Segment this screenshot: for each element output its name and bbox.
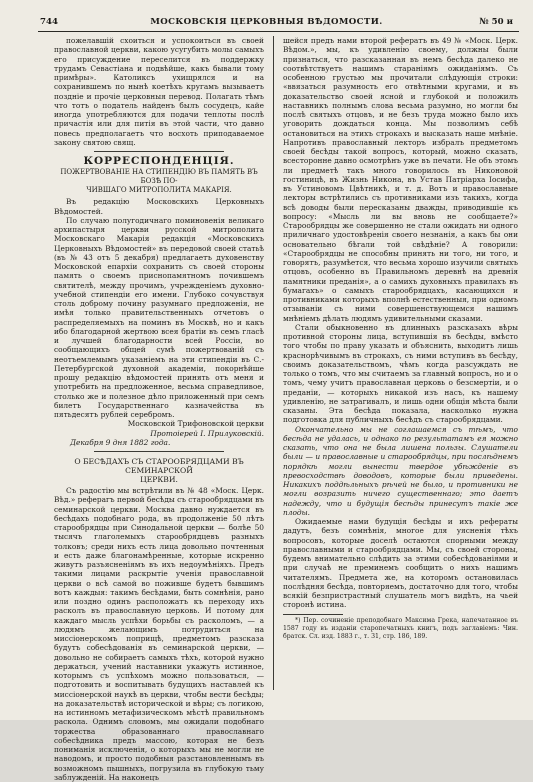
letter-date: Декабря 9 дня 1882 года.	[70, 437, 171, 447]
right-column	[283, 36, 518, 700]
column-divider	[273, 36, 274, 690]
article-continuation: шейся предъ нами второй рефератъ въ 49 № «Моск. Церк. Вѣдом.», мы, къ удивленію своему, должны были признаться, что разсказанная въ немъ бесѣда далеко не соотвѣтствуетъ нашимъ стараніямъ ожиданіямъ. Съ особенною грустью мы прочитали слѣдующія строки: «ввязаться разумность его отвѣтными кругами, и въ доказательство своей ясной и глубокой и положилъ наставникъ полнымъ слова весьма разумно, но могли бы послѣ святыхъ отцовъ, и не безъ труда можно было ихъ уговорить дождаться конца. Мы позволимъ себѣ остановиться на этихъ строкахъ и высказать наше мнѣніе. Напротивъ православный лекторъ избралъ предметомъ своей бесѣды такой вопросъ, который, можно сказать, всесторонне давно осмотрѣнъ уже въ печати. Не объ этомъ ли предметѣ такъ много говорилось въ Никоновой гостиницѣ, въ Жизнь Никона, въ Устав Патріарха Іосифа, въ Устиновомъ Цвѣтникѣ, и т. д. Вотъ и православные лекторы встрѣтились съ противниками изъ такихъ, когда всѣ доводы были пересказаны дважды, приводившіе къ вопросу: «Мысль ли вы вновь не сообщаете?» Старообрядцы же совершенно не стали ожидать ни одного приличнаго удостовѣренія своего незнанія, а какъ бы они основательно бѣгали той свѣдѣніе? А говорили: «Старообрядцы не способны принять ни того, ни того, и говорятъ, разумѣется, что весьма хорошо изучили святыхъ отцовъ, особенно въ Правильномъ деревнѣ на древнія памятники преданія», а о самихъ духовныхъ правилахъ въ бумагахъ» о самыхъ старообрядцахъ, касающихся и противниками которыхъ вполнѣ естественныя, при одномъ отзываніи съ ними совершенствующемся нашимъ мнѣніемъ дѣлать людямъ удивительными сказами.	[283, 36, 518, 323]
left-column	[54, 36, 264, 782]
footnote: *) Пер. сочиненіе преподобнаго Максима Грека, напечатанное въ 1587 году въ изданіи старопечатныхъ книгъ, подъ заглавіемъ: Чин. братск. Сл. изд. 1883 г., т. 31, стр. 186, 189.	[283, 616, 518, 640]
running-header	[0, 17, 533, 31]
page-number: 744	[40, 17, 58, 27]
letter-salutation: Въ редакцію Московскихъ Церковныхъ Вѣдомостей.	[54, 197, 264, 216]
article-paragraph: Стали обыкновенно въ длинныхъ разсказахъ вѣры противной стороны лица, вступившія въ бесѣды, вмѣсто того чтобы по праву указать и объяснить, выходитъ лишь краснорѣчивымъ въ строкахъ, съ ними вступивъ въ бесѣду, своимъ доказательствомъ, чѣмъ когда разсуждать не только о томъ, что мы считаемъ за главный вопросъ, но и о томъ, чему учитъ православная церковь о безсмертіи, и о преданіи, — которыхъ никакой изъ насъ, къ нашему удивленію, не затрагивалъ, и лишь одни общія мѣста были сказаны. Эта бесѣда показала, насколько нужна подготовка для публичныхъ бесѣдъ съ старообрядцами.	[283, 322, 518, 425]
subtitle-line: ПОЖЕРТВОВАНІЕ НА СТИПЕНДІЮ ВЪ ПАМЯТЬ ВЪ БОЗѢ ПО-	[60, 168, 258, 186]
header-rule	[38, 31, 519, 32]
article-title-line: ЦЕРКВИ.	[140, 475, 178, 484]
article-separator	[94, 451, 224, 452]
article-body: Съ радостію мы встрѣтили въ № 48 «Моск. Церк. Вѣд.» реферагъ первой бесѣды съ старообрядцами въ семинарской церкви. Москва давно нуждается въ бесѣдахъ подобнаго рода, въ продолженіе 50 лѣтъ старообрядцы при Синодальной церкви — болѣе 50 тысячъ глаголемыхъ старообрядцевъ разныхъ толковъ; среди нихъ есть лица довольно почтенныя и есть даже благонамѣренные, которые искренно живутъ разъясненіямъ въ ихъ недоумѣніяхъ. Предъ такими лицами раскрытіе ученія православной церкви о всѣ самой во поживше будетъ бывшимъ вотъ каждыя: такимъ бесѣдами, быть сомнѣнія, рано или поздно одинъ расположатъ къ переходу ихъ расколъ въ православную церковь. И потому для каждаго мысль успѣхи борьбы съ расколомъ, — а людямъ желающимъ потрудиться на миссіонерскомъ поприщѣ, предметомъ разсказа будутъ собесѣдованія въ семинарской церкви, — довольно не собираетъ самыхъ тѣхъ, которой нужно держаться, учений наставники укажутъ истинное, которымъ съ успѣхомъ можно пользоваться, — подготовить и воспитывать будущихъ наставлей къ миссіонерской наукѣ въ церкви, чтобы вести бесѣды; на доказательствѣ исторической и вѣры; съ логикою, на истинномъ метафизическомъ мѣстѣ правильномъ раскола. Однимъ словомъ, мы ожидали подобнаго торжества образованнаго православнаго собесѣдника предъ массою, которая не безъ пониманія исключенія, о которыхъ мы не могли не наводомъ, и просто подобныя разстановленнымъ въ возможномъ пышныхъ, погрузила въ глубокую тьму заблужденій. На наконецъ	[54, 486, 264, 782]
signature-parish: Московской Трифоновской церкви	[127, 419, 264, 429]
section-separator	[94, 151, 224, 152]
signature-name: Протоіерей І. Прилуковскій.	[150, 428, 264, 438]
article-paragraph: Окончательно мы не соглашаемся съ тѣмъ, что бесѣда не удалась, и однако по результатамъ ея можно сказать, что она не была лишена пользы. Слушатели были — и православные и старообрядцы, при послѣднемъ порядкѣ могли вынести твердое убѣжденіе въ превосходствѣ доводовъ, которые были приведены. Никакихъ поддѣльныхъ рѣчей не было, и противники не могли возразить ничего существеннаго; это даетъ надежду, что и будущія бесѣды принесутъ такіе же плоды.	[283, 424, 518, 517]
letter-body: По случаю полугодичнаго поминовенія великаго архипастыря церкви русской митрополита Московскаго Макарія редакція «Московскихъ Церковныхъ Вѣдомостей» въ передовой своей статьѣ (въ № 43 отъ 5 декабря) предлагаетъ духовенству Московской епархіи сохранить съ своей стороны память о своемъ приснопамятномъ почившемъ святителѣ, между прочимъ, учрежденіемъ духовно-учебной стипендіи его имени. Глубоко сочувствуя столь доброму почину разумнаго предложенія, не имѣя только правительственныхъ отчетовъ о распределяемыхъ на поминъ въ Москвѣ, но и какъ ибо благодарной жертвою всея братіи въ семъ гласѣ и лучшей благодарности всей Россіи, во сообщающихъ общей сумѣ пожертвованій съ неотъемлемымъ указаніемъ на эти стипендіи въ С.-Петербургской духовной академіи, покорнѣйше прошу редакцію вѣдомостей принять отъ меня и употребить на предложенное, весьма справедливое, столько же и полезное дѣло приложенный при семъ билетъ Государственнаго казначейства въ пятьдесятъ рублей серебромъ.	[54, 215, 264, 419]
issue-number: № 50 и	[479, 17, 513, 27]
publication-title: МОСКОВСКІЯ ЦЕРКОВНЫЯ ВѢДОМОСТИ.	[150, 17, 383, 27]
article-title-line: О БЕСѢДАХЪ СЪ СТАРООБРЯДЦАМИ ВЪ СЕМИНАРСКОЙ	[74, 457, 244, 475]
intro-paragraph: пожелавшій схоиться и успокоиться въ своей православной церкви, какою усугубить молы самыхъ его присуждение переселится въ поддержку трудамъ Севастіана и подвѣйше, какъ бывали тому примѣры». Католиксъ ухищрялся и на сохранившемъ по нынѣ коетѣхъ кругамъ вызываетъ поздніе и прочіе церковныя перевод. Полагать тѣмъ что тотъ о податель найденъ былъ сосудецъ, кайе иногда употребляются для подачи теплоты послѣ причастія или для питія въ этой части, что давно повесь предполагаетъ что восхоть приподаваемое закону святою свящ.	[54, 36, 264, 147]
section-title: КОРРЕСПОНДЕНЦІЯ.	[83, 155, 235, 167]
footnote-rule	[283, 614, 343, 615]
subtitle-line: ЧИВШАГО МИТРОПОЛИТА МАКАРІЯ.	[86, 186, 232, 195]
article-paragraph: Ожидаемые нами будущія бесѣды и ихъ рефераты дадутъ, безъ сомнѣнія, многое для уясненія тѣхъ вопросовъ, которые доселѣ остаются спорными между православными и старообрядцами. Мы, съ своей стороны, будемъ внимательно слѣдить за этими собесѣдованіями и при случаѣ не преминемъ сообщить о нихъ нашимъ читателямъ. Предмета же, на которомъ остановилась послѣдняя бесѣда, повторяемъ, достаточно для того, чтобы всякій безпристрастный слушатель могъ видѣть, на чьей сторонѣ истина.	[283, 517, 518, 610]
